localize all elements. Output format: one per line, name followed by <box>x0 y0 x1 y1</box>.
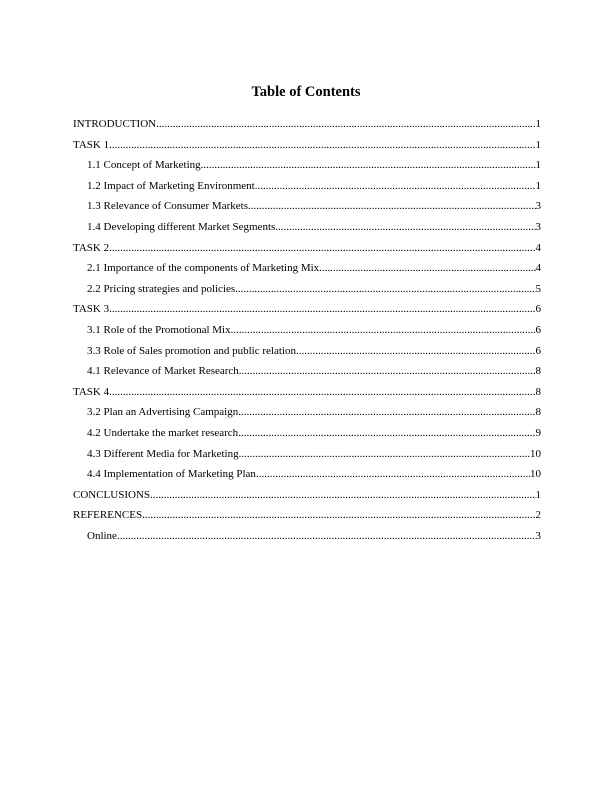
toc-entry[interactable] <box>73 279 541 300</box>
toc-entry-page: 10 <box>530 468 541 481</box>
toc-entry-page: 3 <box>535 200 541 213</box>
toc-entry[interactable] <box>73 444 541 465</box>
toc-entry-label: 4.2 Undertake the market research <box>87 426 239 439</box>
toc-leader-dots <box>109 299 535 320</box>
toc-entry[interactable] <box>73 382 541 403</box>
toc-entry-page: 4 <box>535 241 541 254</box>
toc-leader-dots <box>248 196 536 217</box>
toc-leader-dots <box>296 341 536 362</box>
toc-leader-dots <box>231 320 536 341</box>
toc-entry-label: REFERENCES <box>73 509 143 522</box>
toc-entry[interactable] <box>73 361 541 382</box>
toc-entry-page: 6 <box>535 323 541 336</box>
toc-leader-dots <box>142 505 535 526</box>
toc-entry[interactable] <box>73 423 541 444</box>
toc-entry-label: 2.1 Importance of the components of Marketing Mix <box>87 262 320 275</box>
toc-leader-dots <box>235 279 535 300</box>
toc-entry[interactable] <box>73 155 541 176</box>
toc-entry-label: 4.1 Relevance of Market Research <box>87 365 239 378</box>
toc-entry[interactable] <box>73 196 541 217</box>
toc-entry-label: CONCLUSIONS <box>73 488 151 501</box>
toc-entry[interactable] <box>73 238 541 259</box>
toc-entry-page: 1 <box>535 138 541 151</box>
toc-entry-page: 6 <box>535 344 541 357</box>
toc-entry-page: 10 <box>530 447 541 460</box>
toc-entry-label: 4.4 Implementation of Marketing Plan <box>87 468 256 481</box>
table-of-contents <box>73 114 541 546</box>
toc-entry[interactable] <box>73 299 541 320</box>
toc-leader-dots <box>256 464 530 485</box>
toc-entry-page: 3 <box>535 220 541 233</box>
toc-entry-label: 2.2 Pricing strategies and policies <box>87 282 236 295</box>
toc-entry-page: 1 <box>535 159 541 172</box>
toc-entry-page: 4 <box>535 262 541 275</box>
toc-entry[interactable] <box>73 114 541 135</box>
toc-leader-dots <box>238 402 535 423</box>
toc-entry[interactable] <box>73 135 541 156</box>
toc-entry-label: INTRODUCTION <box>73 118 157 130</box>
toc-title: Table of Contents <box>251 84 361 100</box>
toc-entry-label: TASK 2 <box>73 241 110 254</box>
toc-leader-dots <box>239 361 536 382</box>
toc-entry[interactable] <box>73 402 541 423</box>
toc-entry[interactable] <box>73 341 541 362</box>
toc-entry-label: TASK 3 <box>73 303 110 316</box>
toc-entry-page: 3 <box>535 529 541 542</box>
toc-entry[interactable] <box>73 217 541 238</box>
toc-entry-page: 8 <box>535 385 541 398</box>
toc-entry[interactable] <box>73 505 541 526</box>
toc-entry-label: 4.3 Different Media for Marketing <box>87 447 239 460</box>
toc-entry-page: 1 <box>535 118 541 130</box>
toc-leader-dots <box>238 423 535 444</box>
toc-entry-page: 1 <box>535 488 541 501</box>
toc-entry[interactable] <box>73 320 541 341</box>
toc-entry-label: 3.2 Plan an Advertising Campaign <box>87 406 239 419</box>
toc-leader-dots <box>201 155 536 176</box>
toc-leader-dots <box>275 217 535 238</box>
toc-leader-dots <box>150 485 535 506</box>
toc-leader-dots <box>109 382 535 403</box>
toc-entry-label: 3.3 Role of Sales promotion and public relation <box>87 344 296 357</box>
toc-entry-page: 5 <box>535 282 541 295</box>
toc-entry[interactable] <box>73 464 541 485</box>
toc-leader-dots <box>109 135 535 156</box>
toc-entry-label: Online <box>87 529 117 542</box>
toc-entry[interactable] <box>73 258 541 279</box>
toc-leader-dots <box>156 114 535 135</box>
toc-entry-label: 3.1 Role of the Promotional Mix <box>87 323 231 336</box>
toc-leader-dots <box>117 526 536 547</box>
toc-leader-dots <box>319 258 535 279</box>
toc-entry-page: 6 <box>535 303 541 316</box>
toc-leader-dots <box>239 444 530 465</box>
toc-entry-label: TASK 4 <box>73 385 110 398</box>
toc-entry-page: 8 <box>535 365 541 378</box>
toc-entry-page: 8 <box>535 406 541 419</box>
toc-leader-dots <box>255 176 536 197</box>
toc-entry[interactable] <box>73 485 541 506</box>
toc-entry-label: 1.4 Developing different Market Segments <box>87 220 276 233</box>
toc-entry-label: TASK 1 <box>73 138 110 151</box>
toc-leader-dots <box>109 238 535 259</box>
toc-entry-label: 1.1 Concept of Marketing <box>87 159 201 172</box>
toc-entry[interactable] <box>73 176 541 197</box>
toc-entry-label: 1.3 Relevance of Consumer Markets <box>87 200 248 213</box>
toc-entry[interactable] <box>73 526 541 547</box>
toc-entry-label: 1.2 Impact of Marketing Environment <box>87 179 255 192</box>
toc-entry-page: 2 <box>535 509 541 522</box>
toc-entry-page: 1 <box>535 179 541 192</box>
toc-entry-page: 9 <box>535 426 541 439</box>
